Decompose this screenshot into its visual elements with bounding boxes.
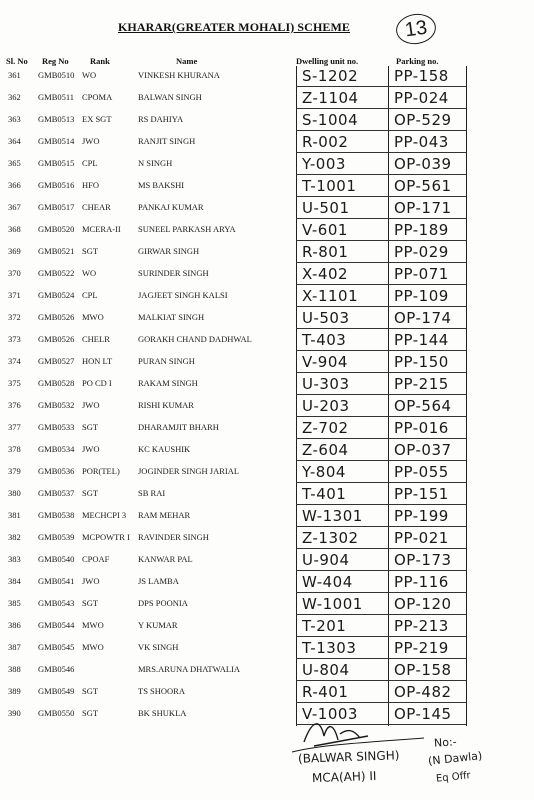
dwelling-unit-number: R-801	[302, 243, 349, 261]
table-row	[0, 506, 534, 528]
reg-number: GMB0515	[38, 158, 75, 168]
reg-number: GMB0546	[38, 664, 75, 674]
dwelling-unit-number: U-203	[302, 397, 350, 415]
rank: CPOAF	[82, 554, 110, 564]
reg-number: GMB0537	[38, 488, 75, 498]
serial-number: 386	[8, 620, 21, 630]
serial-number: 382	[8, 532, 21, 542]
reg-number: GMB0538	[38, 510, 75, 520]
dwelling-unit-number: U-501	[302, 199, 350, 217]
reg-number: GMB0526	[38, 334, 75, 344]
member-name: PURAN SINGH	[138, 356, 195, 366]
underline	[388, 350, 466, 351]
serial-number: 366	[8, 180, 21, 190]
dwelling-unit-number: Z-1104	[302, 89, 359, 107]
table-row	[0, 110, 534, 132]
member-name: TS SHOORA	[138, 686, 185, 696]
rank: EX SGT	[82, 114, 112, 124]
parking-number: PP-016	[394, 419, 449, 437]
dwelling-unit-number: Y-804	[302, 463, 346, 481]
dwelling-unit-number: S-1004	[302, 111, 359, 129]
parking-number: OP-039	[394, 155, 452, 173]
table-row	[0, 66, 534, 88]
serial-number: 364	[8, 136, 21, 146]
dwelling-unit-number: T-201	[302, 617, 347, 635]
reg-number: GMB0522	[38, 268, 75, 278]
table-row	[0, 154, 534, 176]
table-row	[0, 682, 534, 704]
underline	[296, 482, 392, 483]
dwelling-unit-number: V-1003	[302, 705, 358, 723]
parking-number: PP-219	[394, 639, 449, 657]
underline	[296, 240, 392, 241]
underline	[296, 328, 392, 329]
parking-number: PP-213	[394, 617, 449, 635]
member-name: SUNEEL PARKASH ARYA	[138, 224, 236, 234]
dwelling-unit-number: U-503	[302, 309, 350, 327]
rank: MCERA-II	[82, 224, 121, 234]
underline	[296, 658, 392, 659]
underline	[296, 460, 392, 461]
table-row	[0, 638, 534, 660]
rank: MWO	[82, 620, 104, 630]
reg-number: GMB0511	[38, 92, 75, 102]
member-name: SURINDER SINGH	[138, 268, 209, 278]
underline	[388, 152, 466, 153]
parking-number: OP-158	[394, 661, 452, 679]
parking-number: PP-029	[394, 243, 449, 261]
underline	[388, 658, 466, 659]
dwelling-unit-number: T-401	[302, 485, 347, 503]
underline	[388, 240, 466, 241]
dwelling-unit-number: W-404	[302, 573, 353, 591]
member-name: KC KAUSHIK	[138, 444, 191, 454]
circled-page-number: 13	[394, 11, 438, 46]
underline	[296, 636, 392, 637]
table-row	[0, 396, 534, 418]
rank: JWO	[82, 136, 100, 146]
dwelling-unit-number: W-1001	[302, 595, 363, 613]
dwelling-unit-number: R-401	[302, 683, 349, 701]
parking-number: PP-199	[394, 507, 449, 525]
rank: CPL	[82, 158, 98, 168]
rank: CPL	[82, 290, 98, 300]
parking-number: OP-171	[394, 199, 452, 217]
dwelling-unit-number: U-804	[302, 661, 350, 679]
reg-number: GMB0516	[38, 180, 75, 190]
serial-number: 381	[8, 510, 21, 520]
serial-number: 362	[8, 92, 21, 102]
parking-number: PP-109	[394, 287, 449, 305]
table-row	[0, 286, 534, 308]
rank: CPOMA	[82, 92, 113, 102]
serial-number: 380	[8, 488, 21, 498]
dwelling-unit-number: U-303	[302, 375, 350, 393]
member-name: RS DAHIYA	[138, 114, 184, 124]
member-name: SB RAI	[138, 488, 166, 498]
serial-number: 375	[8, 378, 21, 388]
serial-number: 383	[8, 554, 21, 564]
member-name: DPS POONIA	[138, 598, 188, 608]
reg-number: GMB0550	[38, 708, 75, 718]
serial-number: 388	[8, 664, 21, 674]
rank: JWO	[82, 400, 100, 410]
member-name: VK SINGH	[138, 642, 179, 652]
rank: WO	[82, 70, 97, 80]
parking-number: PP-189	[394, 221, 449, 239]
table-row	[0, 594, 534, 616]
reg-number: GMB0532	[38, 400, 75, 410]
reg-number: GMB0520	[38, 224, 75, 234]
reg-number: GMB0513	[38, 114, 75, 124]
underline	[388, 196, 466, 197]
reg-number: GMB0543	[38, 598, 75, 608]
rank: CHEAR	[82, 202, 111, 212]
rank: HON LT	[82, 356, 113, 366]
member-name: PANKAJ KUMAR	[138, 202, 204, 212]
table-row	[0, 440, 534, 462]
dwelling-unit-number: Z-604	[302, 441, 349, 459]
reg-number: GMB0521	[38, 246, 75, 256]
parking-number: OP-145	[394, 705, 452, 723]
underline	[388, 416, 466, 417]
underline	[296, 152, 392, 153]
parking-number: PP-158	[394, 67, 449, 85]
member-name: GIRWAR SINGH	[138, 246, 200, 256]
dwelling-unit-number: Y-003	[302, 155, 346, 173]
underline	[296, 548, 392, 549]
reg-number: GMB0514	[38, 136, 75, 146]
serial-number: 379	[8, 466, 21, 476]
underline	[296, 504, 392, 505]
reg-number: GMB0544	[38, 620, 75, 630]
underline	[388, 284, 466, 285]
underline	[388, 130, 466, 131]
parking-number: OP-529	[394, 111, 452, 129]
table-row	[0, 242, 534, 264]
parking-number: OP-174	[394, 309, 452, 327]
serial-number: 384	[8, 576, 21, 586]
underline	[296, 438, 392, 439]
underline	[296, 614, 392, 615]
signature-note-no: No:-	[433, 735, 458, 750]
serial-number: 376	[8, 400, 21, 410]
table-row	[0, 88, 534, 110]
dwelling-unit-number: V-601	[302, 221, 348, 239]
document-title: KHARAR(GREATER MOHALI) SCHEME	[118, 20, 351, 34]
member-name: VINKESH KHURANA	[138, 70, 220, 80]
dwelling-unit-number: Z-702	[302, 419, 349, 437]
serial-number: 365	[8, 158, 21, 168]
underline	[296, 702, 392, 703]
member-name: GORAKH CHAND DADHWAL	[138, 334, 252, 344]
dwelling-unit-number: W-1301	[302, 507, 363, 525]
serial-number: 370	[8, 268, 21, 278]
rank: SGT	[82, 488, 99, 498]
parking-number: OP-564	[394, 397, 452, 415]
dwelling-unit-number: X-1101	[302, 287, 359, 305]
rank: MWO	[82, 642, 104, 652]
table-row	[0, 528, 534, 550]
parking-number: OP-037	[394, 441, 452, 459]
member-name: BALWAN SINGH	[138, 92, 202, 102]
rank: PO CD I	[82, 378, 112, 388]
rank: SGT	[82, 246, 99, 256]
parking-number: PP-021	[394, 529, 449, 547]
underline	[388, 504, 466, 505]
serial-number: 374	[8, 356, 21, 366]
underline	[388, 394, 466, 395]
underline	[296, 174, 392, 175]
serial-number: 363	[8, 114, 21, 124]
member-name: MS BAKSHI	[138, 180, 185, 190]
rank: SGT	[82, 686, 99, 696]
dwelling-unit-number: Z-1302	[302, 529, 359, 547]
member-name: JAGJEET SINGH KALSI	[138, 290, 228, 300]
underline	[388, 680, 466, 681]
parking-number: PP-150	[394, 353, 449, 371]
member-name: RANJIT SINGH	[138, 136, 196, 146]
dwelling-unit-number: T-1001	[302, 177, 357, 195]
underline	[296, 306, 392, 307]
parking-number: PP-151	[394, 485, 449, 503]
member-name: RISHI KUMAR	[138, 400, 194, 410]
member-name: Y KUMAR	[138, 620, 178, 630]
table-row	[0, 176, 534, 198]
rank: SGT	[82, 708, 99, 718]
header-parking: Parking no.	[396, 56, 439, 66]
dwelling-unit-number: T-1303	[302, 639, 357, 657]
table-row	[0, 484, 534, 506]
rank: SGT	[82, 422, 99, 432]
header-name: Name	[176, 56, 198, 66]
rank: MECHCPI 3	[82, 510, 127, 520]
parking-number: PP-144	[394, 331, 449, 349]
underline	[388, 174, 466, 175]
underline	[388, 592, 466, 593]
parking-number: PP-043	[394, 133, 449, 151]
rank: WO	[82, 268, 97, 278]
serial-number: 367	[8, 202, 21, 212]
table-row	[0, 198, 534, 220]
reg-number: GMB0528	[38, 378, 75, 388]
serial-number: 377	[8, 422, 21, 432]
parking-number: OP-482	[394, 683, 452, 701]
serial-number: 361	[8, 70, 21, 80]
member-name: RAKAM SINGH	[138, 378, 198, 388]
underline	[388, 328, 466, 329]
underline	[296, 262, 392, 263]
dwelling-unit-number: S-1202	[302, 67, 359, 85]
serial-number: 369	[8, 246, 21, 256]
dwelling-unit-number: R-002	[302, 133, 349, 151]
rank: CHELR	[82, 334, 110, 344]
rank: JWO	[82, 444, 100, 454]
table-row	[0, 418, 534, 440]
member-name: BK SHUKLA	[138, 708, 187, 718]
underline	[296, 592, 392, 593]
table-row	[0, 352, 534, 374]
table-row	[0, 616, 534, 638]
reg-number: GMB0539	[38, 532, 75, 542]
header-reg-no: Reg No	[42, 56, 69, 66]
reg-number: GMB0527	[38, 356, 75, 366]
parking-number: OP-561	[394, 177, 452, 195]
table-row	[0, 374, 534, 396]
member-name: JOGINDER SINGH JARIAL	[138, 466, 240, 476]
underline	[296, 196, 392, 197]
serial-number: 390	[8, 708, 21, 718]
serial-number: 371	[8, 290, 21, 300]
serial-number: 378	[8, 444, 21, 454]
member-name: DHARAMJIT BHARH	[138, 422, 219, 432]
underline	[296, 526, 392, 527]
underline	[388, 372, 466, 373]
underline	[296, 284, 392, 285]
underline	[388, 526, 466, 527]
underline	[388, 702, 466, 703]
table-row	[0, 308, 534, 330]
dwelling-unit-number: U-904	[302, 551, 350, 569]
underline	[388, 262, 466, 263]
underline	[388, 218, 466, 219]
reg-number: GMB0510	[38, 70, 75, 80]
underline	[388, 482, 466, 483]
header-dwelling-unit: Dwelling unit no.	[296, 56, 359, 66]
signatory-name: (BALWAR SINGH)	[297, 748, 400, 766]
dwelling-unit-number: V-904	[302, 353, 348, 371]
parking-number: OP-173	[394, 551, 452, 569]
member-name: N SINGH	[138, 158, 173, 168]
signatory-rank: MCA(AH) II	[311, 768, 377, 786]
underline	[388, 108, 466, 109]
parking-number: PP-116	[394, 573, 449, 591]
rank: POR(TEL)	[82, 466, 120, 476]
underline	[388, 460, 466, 461]
member-name: RAVINDER SINGH	[138, 532, 209, 542]
underline	[388, 636, 466, 637]
signature-note-name: (N Dawla)	[427, 749, 483, 768]
reg-number: GMB0533	[38, 422, 75, 432]
rank: HFO	[82, 180, 100, 190]
underline	[388, 306, 466, 307]
parking-number: PP-024	[394, 89, 449, 107]
member-name: JS LAMBA	[138, 576, 179, 586]
reg-number: GMB0524	[38, 290, 75, 300]
reg-number: GMB0536	[38, 466, 75, 476]
underline	[296, 108, 392, 109]
table-row	[0, 660, 534, 682]
reg-number: GMB0540	[38, 554, 75, 564]
underline	[388, 548, 466, 549]
underline	[296, 570, 392, 571]
parking-number: OP-120	[394, 595, 452, 613]
member-name: MRS.ARUNA DHATWALIA	[138, 664, 241, 674]
parking-number: PP-071	[394, 265, 449, 283]
underline	[296, 218, 392, 219]
signature-note-designation: Eq Offr	[435, 770, 472, 785]
underline	[388, 614, 466, 615]
dwelling-unit-number: T-403	[302, 331, 347, 349]
member-name: MALKIAT SINGH	[138, 312, 205, 322]
underline	[388, 86, 466, 87]
serial-number: 385	[8, 598, 21, 608]
underline	[296, 86, 392, 87]
rank: SGT	[82, 598, 99, 608]
reg-number: GMB0549	[38, 686, 75, 696]
serial-number: 372	[8, 312, 21, 322]
member-name: RAM MEHAR	[138, 510, 191, 520]
serial-number: 373	[8, 334, 21, 344]
member-name: KANWAR PAL	[138, 554, 193, 564]
rank: JWO	[82, 576, 100, 586]
rank: MCPOWTR I	[82, 532, 130, 542]
reg-number: GMB0526	[38, 312, 75, 322]
header-rank: Rank	[90, 56, 110, 66]
table-row	[0, 220, 534, 242]
table-row	[0, 572, 534, 594]
serial-number: 387	[8, 642, 21, 652]
table-row	[0, 132, 534, 154]
dwelling-unit-number: X-402	[302, 265, 349, 283]
table-row	[0, 704, 534, 726]
underline	[388, 438, 466, 439]
serial-number: 368	[8, 224, 21, 234]
table-row	[0, 264, 534, 286]
reg-number: GMB0517	[38, 202, 75, 212]
underline	[388, 570, 466, 571]
underline	[296, 130, 392, 131]
serial-number: 389	[8, 686, 21, 696]
underline	[296, 372, 392, 373]
header-sl-no: Sl. No	[6, 56, 28, 66]
reg-number: GMB0541	[38, 576, 75, 586]
underline	[296, 680, 392, 681]
table-row	[0, 462, 534, 484]
underline	[296, 416, 392, 417]
reg-number: GMB0534	[38, 444, 75, 454]
underline	[296, 394, 392, 395]
reg-number: GMB0545	[38, 642, 75, 652]
table-row	[0, 330, 534, 352]
underline	[296, 350, 392, 351]
parking-number: PP-055	[394, 463, 449, 481]
table-row	[0, 550, 534, 572]
rank: MWO	[82, 312, 104, 322]
parking-number: PP-215	[394, 375, 449, 393]
